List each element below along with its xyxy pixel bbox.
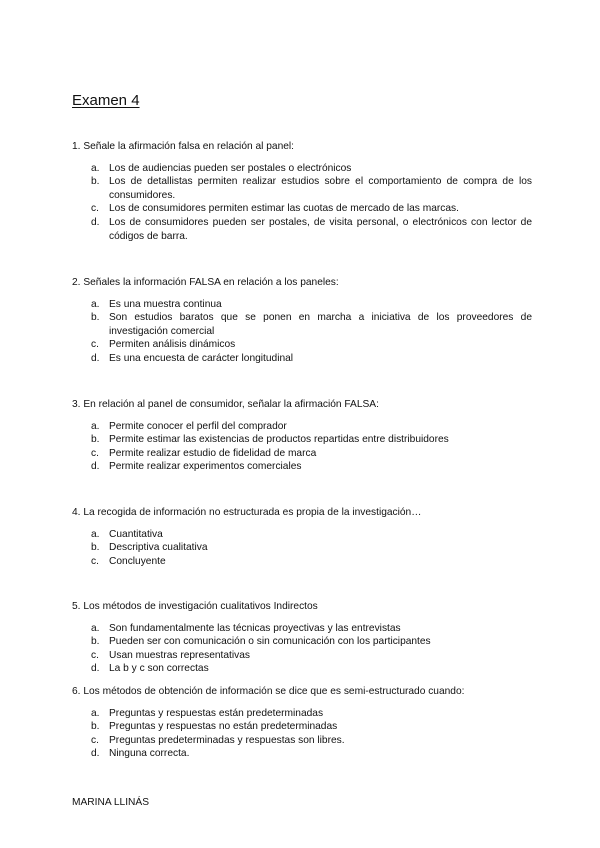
option-list xyxy=(72,622,532,676)
question-text: 1. Señale la afirmación falsa en relación al panel: xyxy=(72,141,294,152)
option-letter: b. xyxy=(91,312,100,324)
option-text: Permite realizar estudio de fidelidad de marca xyxy=(109,447,317,459)
option-item xyxy=(72,662,532,676)
option-text: Los de detallistas permiten realizar estudios sobre el comportamiento de compra de los consumidores. xyxy=(109,176,532,201)
option-letter: d. xyxy=(91,461,100,473)
option-item xyxy=(72,447,532,461)
question-text: 2. Señales la información FALSA en relación a los paneles: xyxy=(72,277,339,288)
option-letter: c. xyxy=(91,555,99,567)
question-text: 5. Los métodos de investigación cualitativos Indirectos xyxy=(72,601,318,612)
option-letter: b. xyxy=(91,636,100,648)
option-letter: c. xyxy=(91,447,99,459)
question-text: 3. En relación al panel de consumidor, señalar la afirmación FALSA: xyxy=(72,399,379,410)
option-item xyxy=(72,649,532,663)
option-text: Pueden ser con comunicación o sin comunicación con los participantes xyxy=(109,636,431,648)
option-letter: a. xyxy=(91,528,100,540)
option-letter: a. xyxy=(91,707,100,719)
option-item xyxy=(72,747,532,761)
option-text: Los de audiencias pueden ser postales o electrónicos xyxy=(109,162,352,174)
option-list xyxy=(72,420,532,474)
option-text: Los de consumidores pueden ser postales, de visita personal, o electrónicos con lector de códigos de barra. xyxy=(109,216,532,242)
option-item xyxy=(72,541,532,555)
question-2 xyxy=(72,276,532,366)
option-text: Permite realizar experimentos comerciales xyxy=(109,461,302,473)
option-text: Usan muestras representativas xyxy=(109,649,250,661)
option-letter: a. xyxy=(91,162,100,174)
option-letter: b. xyxy=(91,434,100,446)
question-4 xyxy=(72,506,532,568)
option-letter: d. xyxy=(91,352,100,364)
option-text: Son estudios baratos que se ponen en marcha a iniciativa de los proveedores de investigación comercial xyxy=(109,312,532,337)
author-name: MARINA LLINÁS xyxy=(72,797,149,808)
option-text: Preguntas y respuestas están predeterminadas xyxy=(109,707,324,719)
option-item xyxy=(72,734,532,748)
option-item xyxy=(72,528,532,542)
option-text: Preguntas predeterminadas y respuestas son libres. xyxy=(109,734,345,746)
option-item xyxy=(72,707,532,721)
option-text: La b y c son correctas xyxy=(109,663,209,675)
option-letter: c. xyxy=(91,339,99,351)
option-letter: c. xyxy=(91,203,99,215)
option-letter: a. xyxy=(91,420,100,432)
option-item xyxy=(72,338,532,352)
option-list xyxy=(72,162,532,244)
option-list xyxy=(72,298,532,366)
option-text: Permite conocer el perfil del comprador xyxy=(109,420,287,432)
option-item xyxy=(72,298,532,312)
option-text: Los de consumidores permiten estimar las cuotas de mercado de las marcas. xyxy=(109,203,459,215)
question-text: 6. Los métodos de obtención de información se dice que es semi-estructurado cuando: xyxy=(72,686,465,697)
question-6 xyxy=(72,685,532,761)
option-letter: c. xyxy=(91,649,99,661)
option-letter: d. xyxy=(91,216,100,228)
option-letter: d. xyxy=(91,663,100,675)
option-item xyxy=(72,720,532,734)
question-1 xyxy=(72,140,532,243)
exam-title: Examen 4 xyxy=(72,92,140,109)
option-item xyxy=(72,420,532,434)
option-item xyxy=(72,162,532,176)
option-text: Son fundamentalmente las técnicas proyectivas y las entrevistas xyxy=(109,622,401,634)
option-letter: a. xyxy=(91,298,100,310)
option-text: Cuantitativa xyxy=(109,528,163,540)
option-text: Es una encuesta de carácter longitudinal xyxy=(109,352,294,364)
option-letter: a. xyxy=(91,622,100,634)
option-text: Concluyente xyxy=(109,555,166,567)
question-text: 4. La recogida de información no estructurada es propia de la investigación… xyxy=(72,507,422,518)
option-list xyxy=(72,528,532,569)
option-item xyxy=(72,622,532,636)
option-letter: b. xyxy=(91,721,100,733)
option-letter: d. xyxy=(91,748,100,760)
question-3 xyxy=(72,398,532,474)
question-5 xyxy=(72,600,532,676)
option-letter: b. xyxy=(91,176,100,188)
option-item xyxy=(72,216,532,243)
option-text: Permiten análisis dinámicos xyxy=(109,339,236,351)
option-text: Ninguna correcta. xyxy=(109,748,190,760)
option-item xyxy=(72,311,532,338)
option-item xyxy=(72,555,532,569)
option-letter: b. xyxy=(91,542,100,554)
option-text: Permite estimar las existencias de productos repartidas entre distribuidores xyxy=(109,434,449,446)
option-item xyxy=(72,460,532,474)
option-item xyxy=(72,202,532,216)
option-item xyxy=(72,635,532,649)
option-item xyxy=(72,175,532,202)
option-item xyxy=(72,352,532,366)
option-list xyxy=(72,707,532,761)
option-item xyxy=(72,433,532,447)
option-letter: c. xyxy=(91,734,99,746)
option-text: Preguntas y respuestas no están predeterminadas xyxy=(109,721,338,733)
option-text: Descriptiva cualitativa xyxy=(109,542,208,554)
option-text: Es una muestra continua xyxy=(109,298,222,310)
